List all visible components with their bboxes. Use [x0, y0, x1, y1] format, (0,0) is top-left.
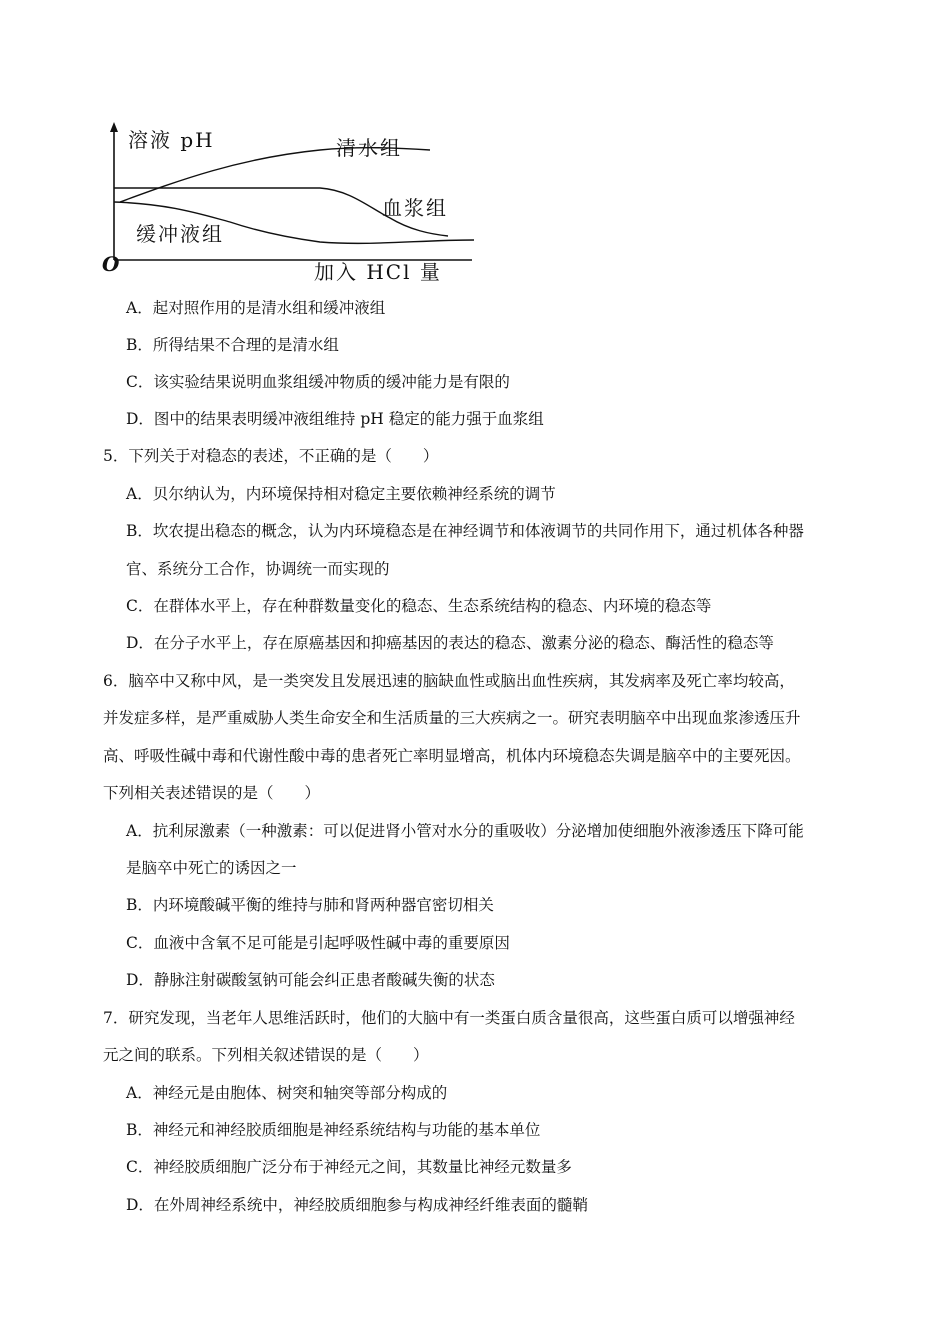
q5-option-c: C．在群体水平上，存在种群数量变化的稳态、生态系统结构的稳态、内环境的稳态等	[126, 597, 712, 615]
q7-stem-line-2: 元之间的联系。下列相关叙述错误的是（ ）	[103, 1046, 429, 1064]
q5-option-b-cont: 官、系统分工合作，协调统一而实现的	[126, 560, 390, 578]
q4-option-b: B．所得结果不合理的是清水组	[126, 336, 339, 354]
buffer-group-label: 缓冲液组	[136, 222, 224, 246]
y-axis-arrow	[110, 122, 118, 132]
q7-option-a: A．神经元是由胞体、树突和轴突等部分构成的	[126, 1084, 448, 1102]
x-axis-label: 加入 HCl 量	[314, 260, 442, 284]
q7-stem-line-1: 7．研究发现，当老年人思维活跃时，他们的大脑中有一类蛋白质含量很高，这些蛋白质可以增强神经	[103, 1009, 795, 1027]
q7-option-d: D．在外周神经系统中，神经胶质细胞参与构成神经纤维表面的髓鞘	[126, 1196, 588, 1214]
q4-option-d: D．图中的结果表明缓冲液组维持 pH 稳定的能力强于血浆组	[126, 410, 544, 428]
y-axis-label: 溶液 pH	[128, 128, 215, 152]
q6-option-c: C．血液中含氧不足可能是引起呼吸性碱中毒的重要原因	[126, 934, 510, 952]
q6-option-b: B．内环境酸碱平衡的维持与肺和肾两种器官密切相关	[126, 896, 494, 914]
ph-curve-figure	[100, 118, 480, 282]
origin-label: O	[102, 252, 122, 276]
q5-option-d: D．在分子水平上，存在原癌基因和抑癌基因的表达的稳态、激素分泌的稳态、酶活性的稳态等	[126, 634, 774, 652]
q5-option-a: A．贝尔纳认为，内环境保持相对稳定主要依赖神经系统的调节	[126, 485, 556, 503]
q6-stem-line-1: 6．脑卒中又称中风，是一类突发且发展迅速的脑缺血性或脑出血性疾病，其发病率及死亡率均较高，	[103, 672, 795, 690]
q6-option-d: D．静脉注射碳酸氢钠可能会纠正患者酸碱失衡的状态	[126, 971, 495, 989]
q5-stem: 5．下列关于对稳态的表述，不正确的是（ ）	[103, 447, 439, 465]
q6-stem-line-4: 下列相关表述错误的是（ ）	[103, 784, 321, 802]
q6-option-a-cont: 是脑卒中死亡的诱因之一	[126, 859, 297, 877]
q6-stem-line-3: 高、呼吸性碱中毒和代谢性酸中毒的患者死亡率明显增高，机体内环境稳态失调是脑卒中的主要死因。	[103, 747, 801, 765]
q4-option-c: C．该实验结果说明血浆组缓冲物质的缓冲能力是有限的	[126, 373, 510, 391]
q7-option-c: C．神经胶质细胞广泛分布于神经元之间，其数量比神经元数量多	[126, 1158, 572, 1176]
water-group-label: 清水组	[336, 136, 402, 160]
q4-option-a: A．起对照作用的是清水组和缓冲液组	[126, 299, 386, 317]
q6-option-a: A．抗利尿激素（一种激素：可以促进肾小管对水分的重吸收）分泌增加使细胞外液渗透压下降可能	[126, 822, 804, 840]
plasma-group-label: 血浆组	[382, 196, 448, 220]
q5-option-b: B．坎农提出稳态的概念，认为内环境稳态是在神经调节和体液调节的共同作用下，通过机体各种器	[126, 522, 804, 540]
q7-option-b: B．神经元和神经胶质细胞是神经系统结构与功能的基本单位	[126, 1121, 541, 1139]
q6-stem-line-2: 并发症多样，是严重威胁人类生命安全和生活质量的三大疾病之一。研究表明脑卒中出现血浆渗透压升	[103, 709, 801, 727]
